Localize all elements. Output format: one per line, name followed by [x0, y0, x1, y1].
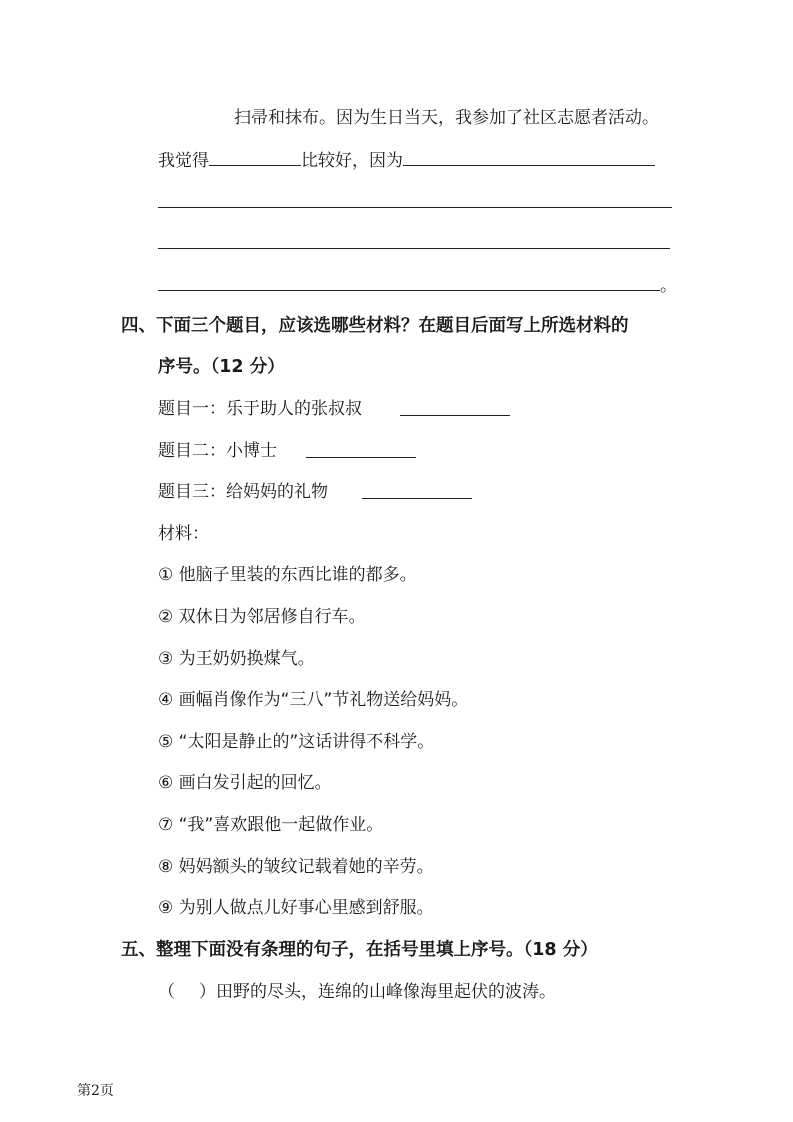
- answer-end-mark: 。: [660, 276, 677, 296]
- answer-rule-1[interactable]: [158, 207, 672, 208]
- topic-3: [158, 481, 328, 503]
- material-item-3: ③ 为王奶奶换煤气。: [158, 649, 315, 669]
- material-item-6: ⑥ 画白发引起的回忆。: [158, 773, 332, 793]
- intro-line: 扫帚和抹布。因为生日当天，我参加了社区志愿者活动。: [234, 108, 659, 128]
- topic-3-blank[interactable]: [362, 498, 472, 499]
- materials-label: 材料：: [158, 524, 209, 544]
- section4-heading-cont: 序号。（12 分）: [158, 357, 285, 377]
- material-item-7: ⑦ “我”喜欢跟他一起做作业。: [158, 815, 384, 835]
- material-item-4: ④ 画幅肖像作为“三八”节礼物送给妈妈。: [158, 690, 469, 710]
- material-item-9: ⑨ 为别人做点儿好事心里感到舒服。: [158, 898, 434, 918]
- opinion-blank-choice[interactable]: [209, 149, 301, 166]
- topic-2: [158, 440, 277, 462]
- topic-3-label: 题目三：给妈妈的礼物: [158, 482, 328, 502]
- section5-item-1-text: ）田野的尽头，连绵的山峰像海里起伏的波涛。: [199, 982, 556, 1002]
- section5-heading: 五、整理下面没有条理的句子，在括号里填上序号。（18 分）: [121, 940, 598, 960]
- topic-1: [158, 398, 362, 420]
- topic-2-label: 题目二：小博士: [158, 441, 277, 461]
- section5-item-1-open: （: [158, 982, 175, 1002]
- topic-1-blank[interactable]: [400, 415, 510, 416]
- material-item-8: ⑧ 妈妈额头的皱纹记载着她的辛劳。: [158, 857, 434, 877]
- opinion-middle: 比较好，因为: [301, 151, 403, 171]
- section4-heading: 四、下面三个题目，应该选哪些材料？在题目后面写上所选材料的: [121, 316, 629, 336]
- topic-1-label: 题目一：乐于助人的张叔叔: [158, 399, 362, 419]
- material-item-1: ① 他脑子里装的东西比谁的都多。: [158, 565, 417, 585]
- material-item-2: ② 双休日为邻居修自行车。: [158, 607, 366, 627]
- topic-2-blank[interactable]: [306, 457, 416, 458]
- opinion-prefix: 我觉得: [158, 151, 209, 171]
- answer-rule-3[interactable]: [158, 290, 660, 291]
- answer-rule-2[interactable]: [158, 248, 670, 249]
- opinion-blank-reason[interactable]: [403, 149, 655, 166]
- section5-item-1: [158, 981, 556, 1003]
- material-item-5: ⑤ “太阳是静止的”这话讲得不科学。: [158, 732, 435, 752]
- opinion-line: [158, 149, 655, 172]
- page-number: 第2页: [77, 1083, 114, 1099]
